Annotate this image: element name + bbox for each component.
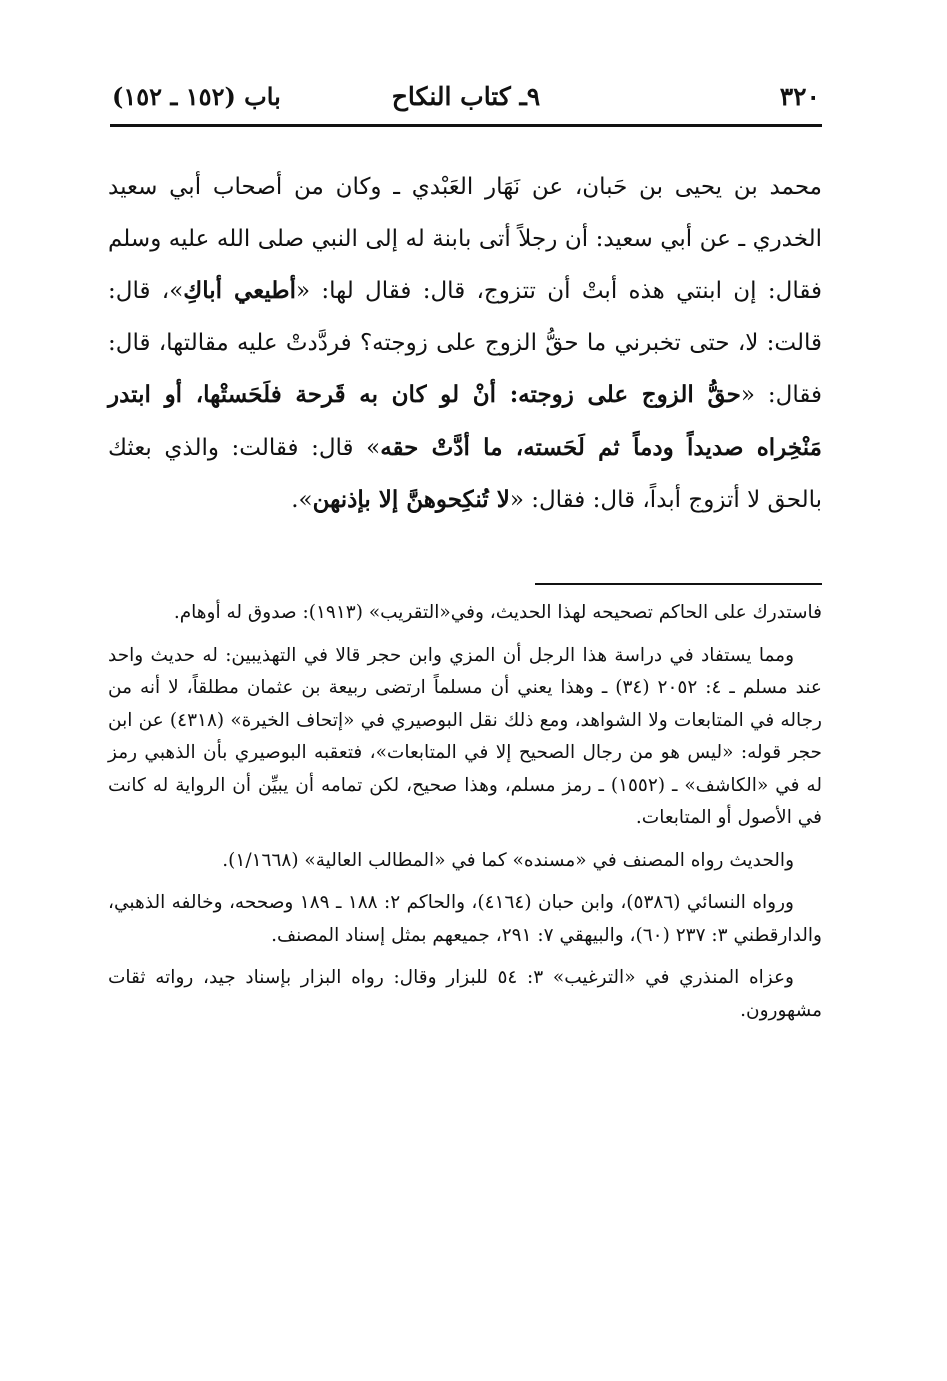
hadith-text-segment: »، قال: قالت: لا، حتى تخبرني ما حقُّ الزوج على زوجته؟ فردَّدتْ عليه مقالتها، قال: فقال: « bbox=[108, 278, 822, 408]
footnote-paragraph: ورواه النسائي (٥٣٨٦)، وابن حبان (٤١٦٤)، والحاكم ٢: ١٨٨ ـ ١٨٩ وصححه، وخالفه الذهبي، والدارقطني ٣: ٢٣٧ (٦٠)، والبيهقي ٧: ٢٩١، جميعهم بمثل إسناد المصنف. bbox=[108, 892, 822, 946]
hadith-text-segment: ». bbox=[291, 487, 313, 513]
hadith-emphasis-quote: حقُّ الزوج على زوجته: أنْ لو كان به قَرحة فلَحَستْها، أو ابتدر مَنْخِراه صديداً ودماً ثم لَحَسته، ما أدَّتْ حقه bbox=[108, 381, 822, 461]
hadith-text-segment: » قال: فقالت: والذي بعثك بالحق لا أتزوج أبداً، قال: فقال: « bbox=[108, 434, 822, 513]
footnote-paragraph: وعزاه المنذري في «الترغيب» ٣: ٥٤ للبزار وقال: رواه البزار بإسناد جيد، رواته ثقات مشهورون. bbox=[108, 967, 822, 1021]
footnote-paragraph: والحديث رواه المصنف في «مسنده» كما في «المطالب العالية» (١/١٦٦٨). bbox=[222, 849, 794, 871]
footnote-paragraph: ومما يستفاد في دراسة هذا الرجل أن المزي وابن حجر قالا في التهذيبين: له حديث واحد عند مسلم ـ ٤: ٢٠٥٢ (٣٤) ـ وهذا يعني أن مسلماً ارتضى ربيعة بن عثمان مطلقاً، لا أنه من رجاله في المتابعات ولا الشواهد، ومع ذلك نقل البوصيري في «إتحاف الخيرة» (٤٣١٨) عن ابن حجر قوله: «ليس هو من رجال الصحيح إلا في المتابعات»، فتعقبه البوصيري بأن الذهبي رمز له في «الكاشف» ـ (١٥٥٢) ـ رمز مسلم، وهذا صحيح، لكن تمامه أن يبيِّن أن الرواية له كانت في الأصول أو المتابعات. bbox=[108, 644, 822, 828]
footnote-separator bbox=[535, 583, 822, 585]
hadith-emphasis-quote: أطيعي أباكِ bbox=[183, 277, 296, 304]
header-rule bbox=[110, 124, 822, 127]
book-title: ٩ـ كتاب النكاح bbox=[391, 82, 541, 111]
footnotes bbox=[108, 597, 822, 1037]
hadith-emphasis-quote: لا تُنكِحوهنَّ إلا بإذنهن bbox=[312, 486, 510, 513]
hadith-text-segment: محمد بن يحيى بن حَبان، عن نَهَار العَبْدي ـ وكان من أصحاب أبي سعيد الخدري ـ عن أبي سعيد: أن رجلاً أتى بابنة له إلى النبي صلى الله عليه وسلم فقال: إن ابنتي هذه أبتْ أن تتزوج، قال: فقال لها: « bbox=[108, 174, 822, 304]
chapter-reference: باب (١٥٢ ـ ١٥٢) bbox=[112, 82, 281, 111]
hadith-text bbox=[108, 162, 822, 527]
page-number: ٣٢٠ bbox=[779, 82, 820, 111]
running-header bbox=[112, 78, 820, 118]
footnote-paragraph: فاستدرك على الحاكم تصحيحه لهذا الحديث، وفي«التقريب» (١٩١٣): صدوق له أوهام. bbox=[173, 602, 822, 623]
